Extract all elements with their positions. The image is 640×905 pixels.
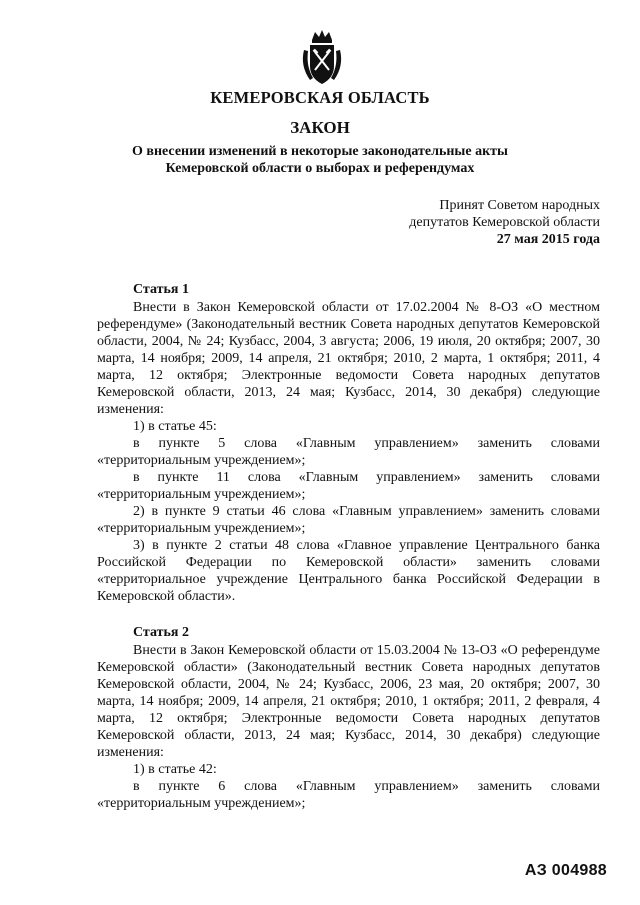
adoption-date: 27 мая 2015 года	[496, 232, 600, 247]
article-1-item-1a: в пункте 5 слова «Главным управлением» заменить словами «территориальным учреждением»;	[97, 436, 600, 468]
region-name: КЕМЕРОВСКАЯ ОБЛАСТЬ	[210, 88, 430, 107]
document-title	[90, 143, 550, 177]
article-1-body	[97, 299, 600, 605]
coat-of-arms-emblem	[300, 30, 344, 86]
article-1-item-1: 1) в статье 45:	[133, 419, 217, 434]
article-1-item-2: 2) в пункте 9 статьи 46 слова «Главным управлением» заменить словами «территориальным учреждением»;	[97, 504, 600, 536]
article-2-item-1a: в пункте 6 слова «Главным управлением» заменить словами «территориальным учреждением»;	[97, 779, 600, 811]
article-2-item-1: 1) в статье 42:	[133, 762, 217, 777]
article-1-item-3: 3) в пункте 2 статьи 48 слова «Главное управление Центрального банка Российской Федерации по Кемеровской области» заменить словами «территориальное учреждение Центрального банка Российской Федерации в Кемеровской области».	[97, 538, 600, 604]
adoption-line-1: Принят Советом народных	[439, 198, 600, 213]
article-1-intro: Внести в Закон Кемеровской области от 17.02.2004 № 8-ОЗ «О местном референдуме» (Законодательный вестник Совета народных депутатов Кемеровской области, 2004, № 24; Кузбасс, 2004, 3 августа; 2006, 19 июля, 20 октября; 2007, 30 марта, 14 ноября; 2009, 14 апреля, 21 октября; 2010, 2 марта, 1 октября; 2011, 4 марта, 12 октября; Электронные ведомости Совета народных депутатов Кемеровской области, 2013, 24 мая; Кузбасс, 2014, 30 декабря) следующие изменения:	[97, 300, 600, 417]
title-line-1: О внесении изменений в некоторые законодательные акты	[132, 144, 508, 159]
document-type: ЗАКОН	[290, 118, 350, 137]
article-1-title: Статья 1	[133, 282, 189, 297]
article-2-title: Статья 2	[133, 625, 189, 640]
adoption-line-2: депутатов Кемеровской области	[409, 215, 600, 230]
title-line-2: Кемеровской области о выборах и референдумах	[165, 161, 475, 176]
article-2-intro: Внести в Закон Кемеровской области от 15.03.2004 № 13-ОЗ «О референдуме Кемеровской области» (Законодательный вестник Совета народных депутатов Кемеровской области, 2004, № 24; Кузбасс, 2006, 23 мая, 20 октября; 2007, 30 марта, 14 ноября; 2009, 14 апреля, 21 октября; 2010, 1 октября; 2011, 2 февраля, 4 марта, 12 октября; Электронные ведомости Совета народных депутатов Кемеровской области, 2013, 24 мая; Кузбасс, 2014, 30 декабря) следующие изменения:	[97, 643, 600, 760]
form-serial-number: АЗ 004988	[524, 862, 607, 879]
article-2-body	[97, 642, 600, 812]
adoption-block	[409, 197, 600, 248]
article-1-item-1b: в пункте 11 слова «Главным управлением» заменить словами «территориальным учреждением»;	[97, 470, 600, 502]
